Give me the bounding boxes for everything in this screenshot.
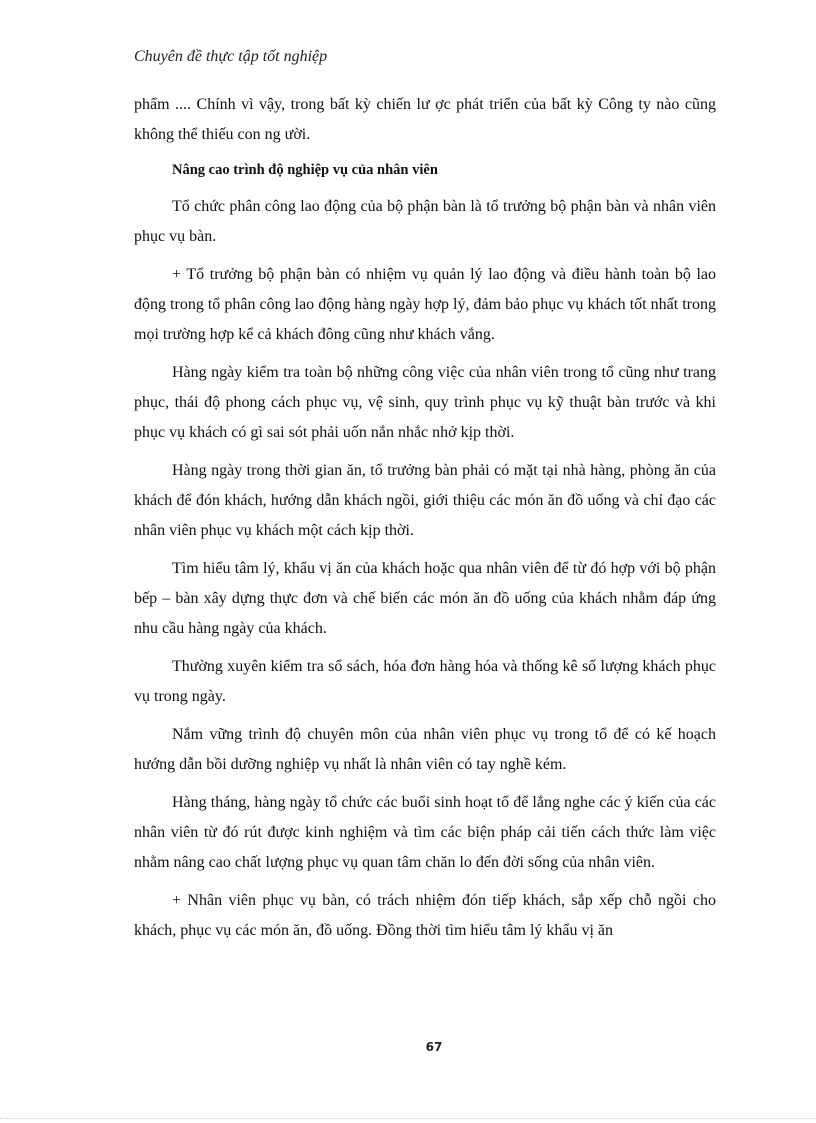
page-number: 67 (425, 1040, 443, 1054)
paragraph-waiter-duties: + Nhân viên phục vụ bàn, có trách nhiệm đón tiếp khách, sắp xếp chỗ ngồi cho khách, phục vụ các món ăn, đồ uống. Đồng thời tìm hiểu tâm lý khẩu vị ăn (134, 892, 716, 939)
continuation-paragraph: phẩm .... Chính vì vậy, trong bất kỳ chiến lư ợc phát triển của bất kỳ Công ty nào cũng không thể thiếu con ng ười. (134, 96, 716, 143)
paragraph-guest-preferences: Tìm hiểu tâm lý, khẩu vị ăn của khách hoặc qua nhân viên để từ đó hợp với bộ phận bếp – bàn xây dựng thực đơn và chế biến các món ăn đồ uống của khách nhằm đáp ứng nhu cầu hàng ngày của khách. (134, 560, 716, 637)
paragraph-team-meetings: Hàng tháng, hàng ngày tổ chức các buổi sinh hoạt tổ để lắng nghe các ý kiến của các nhân viên từ đó rút được kinh nghiệm và tìm các biện pháp cải tiến cách thức làm việc nhằm nâng cao chất lượng phục vụ quan tâm chăn lo đến đời sống của nhân viên. (134, 794, 716, 871)
paragraph-daily-inspection: Hàng ngày kiểm tra toàn bộ những công việc của nhân viên trong tổ cũng như trang phục, thái độ phong cách phục vụ, vệ sinh, quy trình phục vụ kỹ thuật bàn trước và khi phục vụ khách có gì sai sót phải uốn nắn nhắc nhở kịp thời. (134, 364, 716, 441)
running-header: Chuyên đề thực tập tốt nghiệp (134, 48, 328, 65)
paragraph-meal-time-presence: Hàng ngày trong thời gian ăn, tổ trưởng bàn phải có mặt tại nhà hàng, phòng ăn của khách để đón khách, hướng dẫn khách ngồi, giới thiệu các món ăn đồ uống và chỉ đạo các nhân viên phục vụ khách một cách kịp thời. (134, 462, 716, 539)
footer-divider (0, 1118, 816, 1119)
page-body (134, 90, 716, 954)
paragraph-team-leader-duties: + Tổ trưởng bộ phận bàn có nhiệm vụ quản lý lao động và điều hành toàn bộ lao động trong tổ phân công lao động hàng ngày hợp lý, đảm bảo phục vụ khách tốt nhất trong mọi trường hợp kể cả khách đông cũng như khách vắng. (134, 266, 716, 343)
paragraph-records-check: Thường xuyên kiểm tra sổ sách, hóa đơn hàng hóa và thống kê số lượng khách phục vụ trong ngày. (134, 658, 716, 705)
paragraph-staff-organization: Tổ chức phân công lao động của bộ phận bàn là tổ trưởng bộ phận bàn và nhân viên phục vụ bàn. (134, 198, 716, 245)
paragraph-skill-training: Nắm vững trình độ chuyên môn của nhân viên phục vụ trong tổ để có kế hoạch hướng dẫn bồi dưỡng nghiệp vụ nhất là nhân viên có tay nghề kém. (134, 726, 716, 773)
section-subheading: Nâng cao trình độ nghiệp vụ của nhân viên (172, 162, 438, 178)
